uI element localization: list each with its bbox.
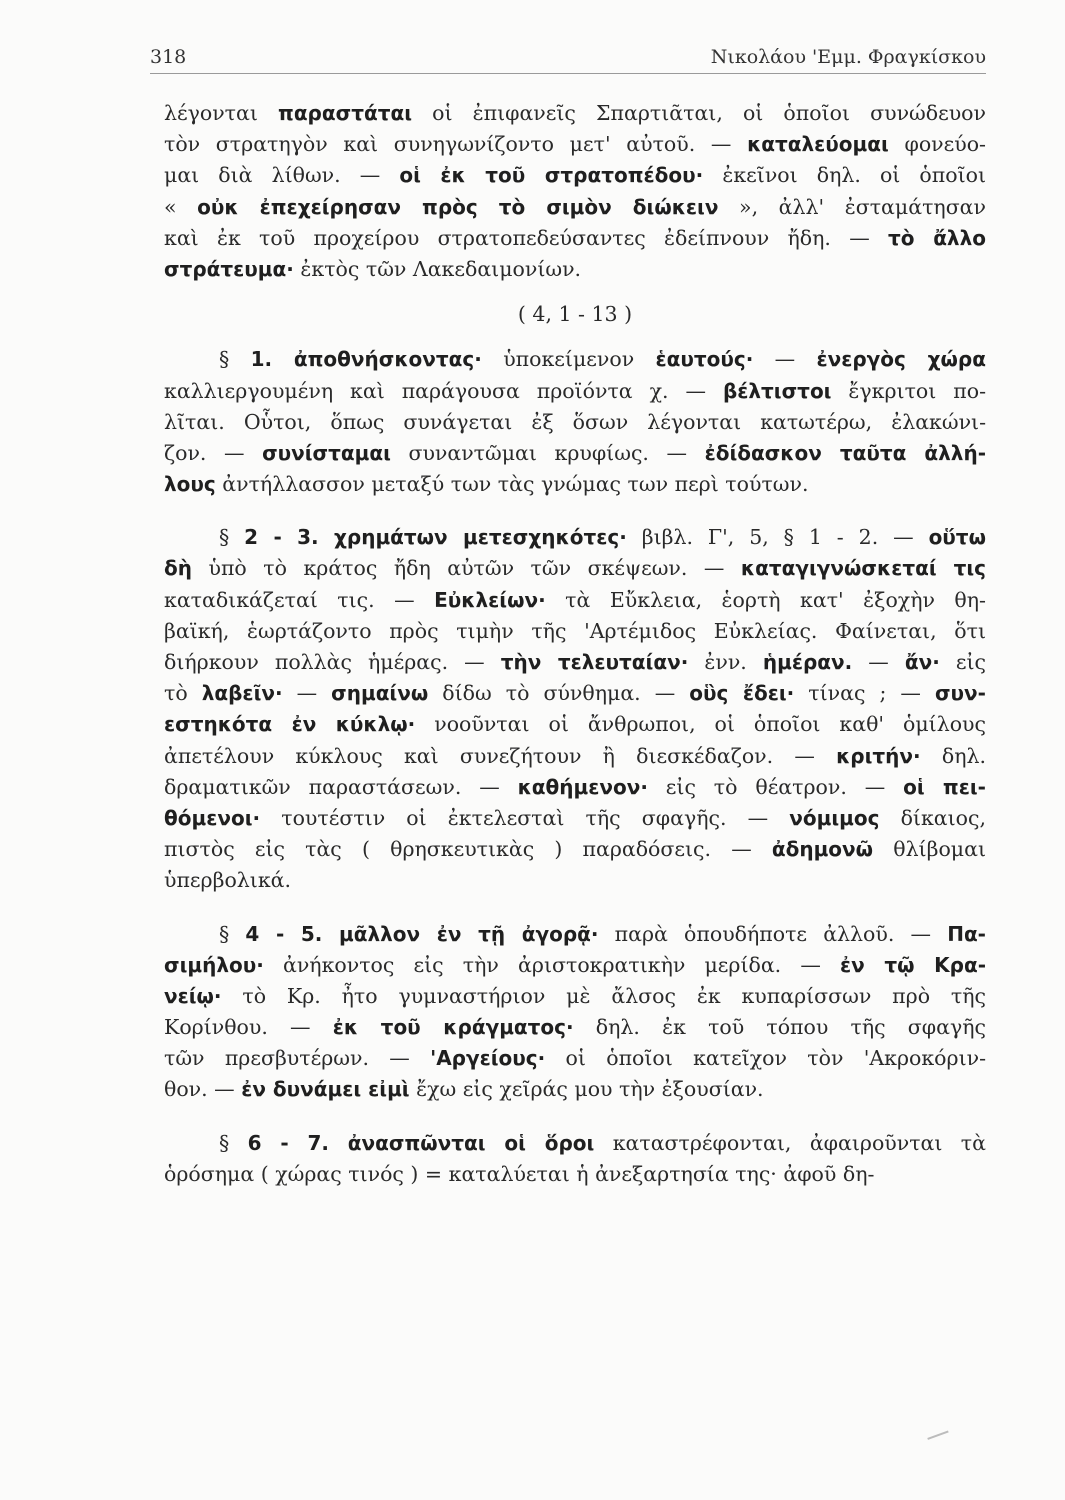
text-line: [164, 1012, 986, 1043]
gloss-text: τὸν στρατηγὸν καὶ συνηγωνίζοντο μετ' αὐτοῦ. —: [164, 132, 748, 157]
gloss-text: τῶν πρεσβυτέρων. —: [164, 1046, 431, 1071]
text-line: [164, 981, 986, 1012]
text-line: [164, 522, 986, 553]
gloss-text: —: [282, 681, 332, 706]
text-line: [164, 129, 986, 160]
lemma: σιμήλου·: [164, 952, 264, 977]
text-line: [164, 709, 986, 740]
text-line: [164, 160, 986, 191]
gloss-text: τίνας ; —: [794, 681, 935, 706]
text-line: [164, 919, 986, 950]
lemma: ἄν·: [904, 650, 940, 674]
gloss-text: δίδω τὸ σύνθημα. —: [428, 681, 690, 706]
gloss-text: φονεύο-: [888, 132, 986, 157]
text-line: [164, 834, 986, 865]
lemma: καταλεύομαι: [747, 132, 889, 157]
gloss-text: ζον. —: [164, 440, 263, 465]
gloss-text: λέγονται: [164, 101, 278, 125]
text-line: [164, 192, 986, 223]
text-line: [164, 344, 986, 375]
gloss-text: τὰ Εὔκλεια, ἑορτὴ κατ' ἐξοχὴν θη-: [545, 587, 986, 612]
gloss-text: νοοῦνται οἱ ἄνθρωποι, οἱ ὁποῖοι καθ' ὁμίλους: [415, 712, 986, 737]
gloss-text: λῖται. Οὗτοι, ὅπως συνάγεται ἐξ ὅσων λέγονται κατωτέρω, ἐλακώνι-: [164, 409, 986, 434]
gloss-text: §: [219, 347, 251, 372]
lemma: ἡμέραν.: [762, 650, 853, 674]
gloss-text: ἔχω εἰς χεῖράς μου τὴν ἐξουσίαν.: [409, 1077, 764, 1102]
gloss-text: εἰς: [939, 650, 986, 674]
lemma: 'Αργείους·: [430, 1046, 546, 1071]
lemma: κριτήν·: [836, 743, 921, 768]
text-line: [164, 438, 986, 469]
header-rule: [150, 73, 986, 74]
lemma: νείῳ·: [164, 983, 222, 1008]
lemma: σημαίνω: [331, 681, 429, 706]
lemma: οὐκ ἐπεχείρησαν πρὸς τὸ σιμὸν διώκειν: [197, 194, 719, 219]
gloss-text: τὸ: [164, 681, 202, 706]
gloss-text: διήρκουν πολλὰς ἡμέρας. —: [164, 650, 501, 674]
gloss-text: §: [219, 1130, 248, 1155]
gloss-text: ἀντήλλασσον μεταξύ των τὰς γνώμας των περὶ τούτων.: [215, 472, 809, 497]
gloss-text: ὁρόσημα ( χώρας τινός ) = καταλύεται ἡ ἀνεξαρτησία της· ἀφοῦ δη-: [164, 1161, 875, 1186]
gloss-text: θλίβομαι: [873, 837, 986, 862]
text-line: [164, 678, 986, 709]
text-line: [164, 223, 986, 254]
text-line: [164, 1074, 986, 1105]
text-line: [164, 772, 986, 803]
gloss-text: οἱ ὁποῖοι κατεῖχον τὸν 'Ακροκόριν-: [545, 1046, 986, 1071]
paragraph-gap: [164, 500, 986, 522]
lemma: παραστάται: [278, 101, 412, 125]
paragraph-gap: [164, 285, 986, 299]
gloss-text: ὑπερβολικά.: [164, 868, 292, 893]
gloss-text: —: [753, 347, 817, 372]
text-line: [164, 407, 986, 438]
lemma: θόμενοι·: [164, 805, 261, 830]
text-line: [164, 376, 986, 407]
paragraph-gap: [164, 897, 986, 919]
gloss-text: ὑπὸ τὸ κράτος ἤδη αὐτῶν τῶν σκέψεων. —: [191, 556, 741, 581]
gloss-text: παρὰ ὁπουδήποτε ἀλλοῦ. —: [598, 921, 948, 946]
paragraph-gap: [164, 330, 986, 344]
gloss-text: δηλ.: [920, 743, 986, 768]
paragraph-gap: [164, 1106, 986, 1128]
lemma: 1. ἀποθνήσκοντας·: [250, 347, 482, 372]
lemma: οἱ ἐκ τοῦ στρατοπέδου·: [399, 163, 704, 188]
lemma: δὴ: [164, 556, 192, 581]
gloss-text: δραματικῶν παραστάσεων. —: [164, 774, 518, 799]
text-line: [164, 647, 986, 678]
running-title: Νικολάου 'Εμμ. Φραγκίσκου: [710, 46, 986, 68]
lemma: Πα-: [947, 921, 986, 946]
lemma: καταγιγνώσκεταί τις: [740, 556, 986, 581]
text-line: [164, 950, 986, 981]
lemma: εστηκότα ἐν κύκλῳ·: [164, 712, 416, 737]
gloss-text: ἐνν.: [688, 650, 763, 674]
lemma: 4 - 5. μᾶλλον ἐν τῇ ἀγορᾷ·: [245, 921, 599, 946]
text-line: [164, 865, 986, 896]
text-line: [164, 254, 986, 285]
gloss-text: ἀπετέλουν κύκλους καὶ συνεζήτουν ἢ διεσκέδαζον. —: [164, 743, 837, 768]
gloss-text: θον. —: [164, 1077, 242, 1102]
lemma: Εὐκλείων·: [434, 587, 546, 612]
lemma: 6 - 7. ἀνασπῶνται οἱ ὅροι: [247, 1130, 595, 1155]
lemma: ἐδίδασκον ταῦτα ἀλλή-: [704, 440, 986, 465]
lemma: λους: [164, 472, 216, 497]
text-line: [164, 803, 986, 834]
gloss-text: καταδικάζεταί τις. —: [164, 587, 435, 612]
lemma: τὸ ἄλλο: [887, 225, 986, 250]
lemma: ἐν τῷ Κρα-: [840, 952, 986, 977]
gloss-text: συναντῶμαι κρυφίως. —: [390, 440, 705, 465]
lemma: οὓς ἔδει·: [689, 681, 795, 706]
gloss-text: §: [219, 525, 245, 550]
gloss-text: πιστὸς εἰς τὰς ( θρησκευτικὰς ) παραδόσεις. —: [164, 837, 772, 862]
lemma: βέλτιστοι: [722, 378, 832, 403]
lemma: ἑαυτούς·: [655, 347, 754, 372]
text-line: [164, 741, 986, 772]
text-line: [164, 1128, 986, 1159]
page-number: 318: [150, 46, 187, 68]
text-line: [164, 1043, 986, 1074]
gloss-text: «: [164, 194, 198, 219]
gloss-text: μαι διὰ λίθων. —: [164, 163, 400, 188]
gloss-text: Κορίνθου. —: [164, 1015, 333, 1040]
gloss-text: ἔγκριτοι πο-: [831, 378, 986, 403]
gloss-text: ἐκτὸς τῶν Λακεδαιμονίων.: [293, 256, 582, 281]
gloss-text: —: [852, 650, 905, 674]
lemma: οἱ πει-: [903, 774, 986, 799]
commentary-text: [164, 98, 986, 1190]
gloss-text: οἱ ἐπιφανεῖς Σπαρτιᾶται, οἱ ὁποῖοι συνώδευον: [412, 101, 986, 125]
gloss-text: τὸ Κρ. ἦτο γυμναστήριον μὲ ἄλσος ἐκ κυπαρίσσων πρὸ τῆς: [221, 983, 986, 1008]
lemma: τὴν τελευταίαν·: [500, 650, 689, 674]
page-mark: [927, 1430, 950, 1445]
lemma: ἀδημονῶ: [771, 837, 874, 862]
lemma: νόμιμος: [789, 805, 880, 830]
text-line: [164, 469, 986, 500]
lemma: 2 - 3. χρημάτων μετεσχηκότες·: [244, 525, 627, 550]
gloss-text: εἰς τὸ θέατρον. —: [647, 774, 904, 799]
section-heading: ( 4, 1 - 13 ): [517, 302, 633, 327]
running-header: [150, 38, 986, 68]
gloss-text: βαϊκή, ἑωρτάζοντο πρὸς τιμὴν τῆς 'Αρτέμιδος Εὐκλείας. Φαίνεται, ὅτι: [164, 618, 986, 643]
lemma: ἐν δυνάμει εἰμὶ: [241, 1077, 410, 1102]
gloss-text: §: [219, 921, 246, 946]
lemma: ἐνεργὸς χώρα: [816, 347, 986, 372]
gloss-text: τουτέστιν οἱ ἐκτελεσταὶ τῆς σφαγῆς. —: [260, 805, 790, 830]
gloss-text: καταστρέφονται, ἀφαιροῦνται τὰ: [594, 1130, 986, 1155]
text-line: [164, 585, 986, 616]
lemma: συνίσταμαι: [262, 440, 391, 465]
text-line: [164, 616, 986, 647]
lemma: ἐκ τοῦ κράγματος·: [332, 1015, 574, 1040]
gloss-text: βιβλ. Γ', 5, § 1 - 2. —: [626, 525, 929, 550]
lemma: συν-: [934, 681, 986, 706]
gloss-text: ἀνήκοντος εἰς τὴν ἀριστοκρατικὴν μερίδα. —: [263, 952, 841, 977]
text-line: [164, 1159, 986, 1190]
text-line: [164, 98, 986, 129]
lemma: καθήμενον·: [517, 774, 648, 799]
gloss-text: », ἀλλ' ἐσταμάτησαν: [718, 194, 986, 219]
gloss-text: δηλ. ἐκ τοῦ τόπου τῆς σφαγῆς: [573, 1015, 986, 1040]
lemma: οὕτω: [928, 525, 986, 550]
lemma: λαβεῖν·: [201, 681, 283, 706]
gloss-text: ὑποκείμενον: [481, 347, 656, 372]
gloss-text: καὶ ἐκ τοῦ προχείρου στρατοπεδεύσαντες ἐδείπνουν ἤδη. —: [164, 225, 888, 250]
text-line: [164, 553, 986, 584]
gloss-text: ἐκεῖνοι δηλ. οἱ ὁποῖοι: [703, 163, 986, 188]
gloss-text: καλλιεργουμένη καὶ παράγουσα προϊόντα χ. —: [164, 378, 723, 403]
gloss-text: δίκαιος,: [879, 805, 986, 830]
lemma: στράτευμα·: [164, 256, 294, 281]
